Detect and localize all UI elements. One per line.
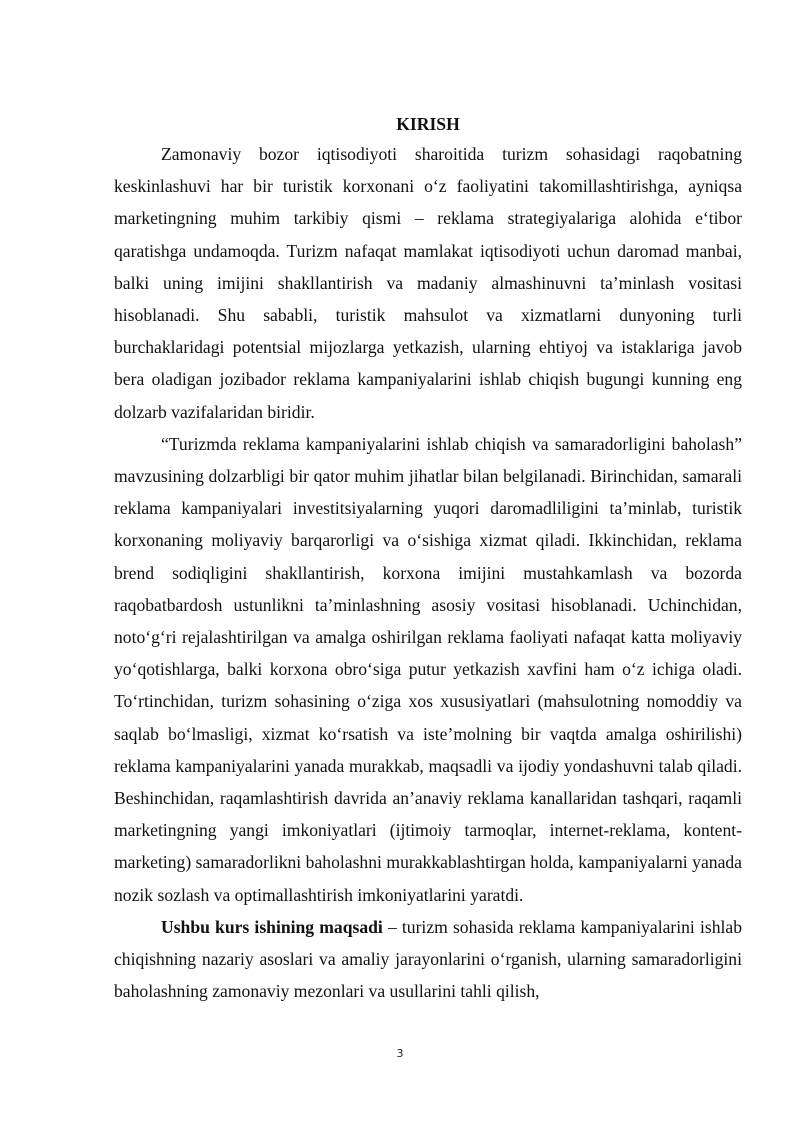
section-title: KIRISH [396, 114, 460, 134]
paragraph-relevance: “Turizmda reklama kampaniyalarini ishlab chiqish va samaradorligini baholash” mavzusining dolzarbligi bir qator muhim jihatlar bilan belgilanadi. Birinchidan, samarali reklama kampaniyalari investitsiyalarning yuqori daromadliligini ta’minlab, turistik korxonaning moliyaviy barqarorligi va o‘sishiga xizmat qiladi. Ikkinchidan, reklama brend sodiqligini shakllantirish, korxona imijini mustahkamlash va bozorda raqobatbardosh ustunlikni ta’minlashning asosiy vositasi hisoblanadi. Uchinchidan, noto‘g‘ri rejalashtirilgan va amalga oshirilgan reklama faoliyati nafaqat katta moliyaviy yo‘qotishlarga, balki korxona obro‘siga putur yetkazish xavfini ham o‘z ichiga oladi. To‘rtinchidan, turizm sohasining o‘ziga xos xususiyatlari (mahsulotning nomoddiy va saqlab bo‘lmasligi, xizmat ko‘rsatish va iste’molning bir vaqtda amalga oshirilishi) reklama kampaniyalarini yanada murakkab, maqsadli va ijodiy yondashuvni talab qiladi. Beshinchidan, raqamlashtirish davrida an’anaviy reklama kanallaridan tashqari, raqamli marketingning yangi imkoniyatlari (ijtimoiy tarmoqlar, internet-reklama, kontent-marketing) samaradorlikni baholashni murakkablashtirgan holda, kampaniyalarni yanada nozik sozlash va optimallashtirish imkoniyatlarini yaratdi. [114, 433, 742, 905]
goal-text: – turizm sohasida reklama kampaniyalarini ishlab chiqishning nazariy asoslari va amaliy jarayonlarini o‘rganish, ularning samaradorligini baholashning zamonaviy mezonlari va usullarini tahli qilish, [114, 916, 742, 1002]
paragraph-introduction: Zamonaviy bozor iqtisodiyoti sharoitida turizm sohasidagi raqobatning keskinlashuvi har bir turistik korxonani o‘z faoliyatini takomillashtirishga, ayniqsa marketingning muhim tarkibiy qismi – reklama strategiyalariga alohida e‘tibor qaratishga undamoqda. Turizm nafaqat mamlakat iqtisodiyoti uchun daromad manbai, balki uning imijini shakllantirish va madaniy almashinuvni ta’minlash vositasi hisoblanadi. Shu sababli, turistik mahsulot va xizmatlarni dunyoning turli burchaklaridagi potentsial mijozlarga yetkazish, ularning ehtiyoj va istaklariga javob bera oladigan jozibador reklama kampaniyalarini ishlab chiqish bugungi kunning eng dolzarb vazifalaridan biridir. [114, 144, 742, 422]
paragraph-goal [114, 911, 742, 1008]
page-content [114, 110, 742, 1007]
page-number: 3 [396, 1047, 404, 1060]
goal-heading: Ushbu kurs ishining maqsadi [161, 916, 383, 937]
